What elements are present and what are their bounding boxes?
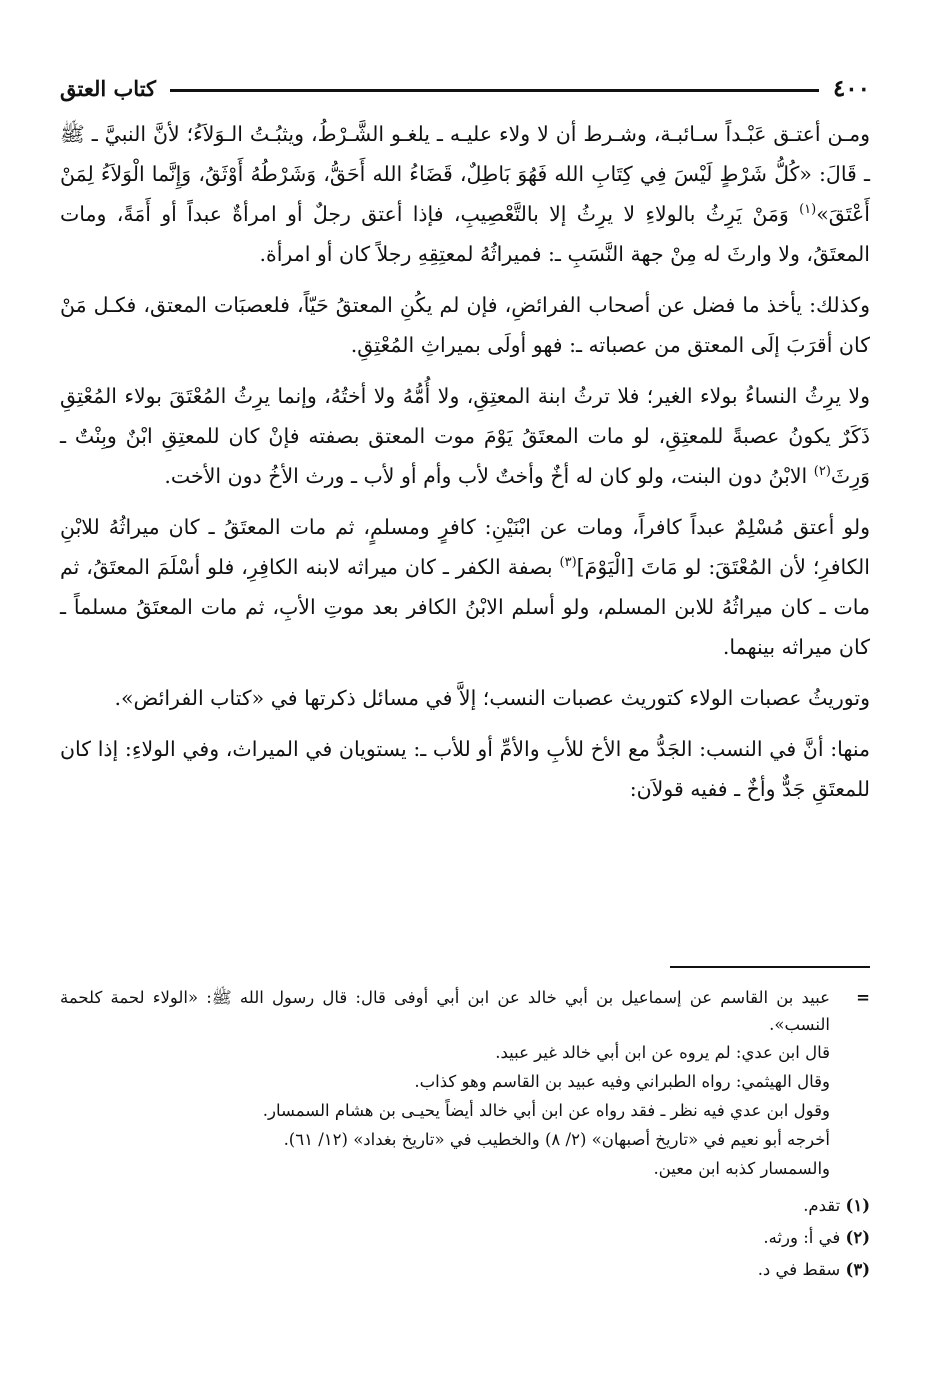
continuation-text: عبيد بن القاسم عن إسماعيل بن أبي خالد عن ابن أبي أوفى قال: قال رسول الله ﷺ: «الولاء لحمة كلحمة النسب». — [60, 988, 830, 1034]
footnote-number: (٣) — [845, 1260, 870, 1279]
text-run: بصفة الكفر ـ كان ميراثه لابنه الكافِرِ، فلو أسْلَمَ المعتَقُ، ثم مات ـ كان ميراثُهُ للابن المسلم، ولو أسلم الابْنُ الكافر بعد موتِ الأبِ، ثم مات المعتَقُ مسلماً ـ كان ميراثه بينهما. — [60, 555, 870, 659]
footnote-ref: (٣) — [559, 555, 577, 571]
footnote-list — [60, 1191, 870, 1285]
text-run: ولو أعتق مُسْلِمٌ عبداً كافراً، ومات عن ابْنَيْنِ: كافرٍ ومسلمٍ، ثم مات المعتَقُ ـ كان ميراثُهُ للابْنِ الكافرِ؛ لأن المُعْتَقَ: لو مَاتَ [الْيَوْمَ] — [60, 515, 871, 579]
page-number: ٤٠٠ — [832, 74, 870, 102]
paragraph-5 — [60, 678, 870, 718]
paragraph-4 — [60, 507, 870, 667]
footnote-text: تقدم. — [803, 1196, 841, 1215]
commentary-line: وقول ابن عدي فيه نظر ـ فقد رواه عن ابن أبي خالد أيضاً يحيـى بن هشام السمسار. — [262, 1101, 830, 1120]
footnote-ref: (١) — [799, 202, 817, 218]
footnote-text: في أ: ورثه. — [763, 1228, 841, 1247]
footnote-number: (٢) — [845, 1228, 870, 1247]
header-rule — [170, 89, 819, 92]
book-page — [60, 0, 870, 1374]
footnote-ref: (٢) — [813, 464, 831, 480]
text-run: ولا يرِثُ النساءُ بولاء الغير؛ فلا ترثُ ابنة المعتِقِ، ولا أُمُّهُ ولا أختُهُ، وإنما يرِثُ المُعْتَقَ بولاء المُعْتِقِ ذَكَرٌ يكونُ عصبةً للمعتِقِ، لو مات المعتَقُ يَوْمَ موت المعتق بصفته فإنْ كان للمعتِقِ ابْنٌ وبِنْتٌ ـ وَرِثَ — [60, 384, 870, 488]
paragraph-2 — [60, 285, 870, 365]
commentary-line: أخرجه أبو نعيم في «تاريخ أصبهان» (٢/ ٨) والخطيب في «تاريخ بغداد» (١٢/ ٦١). — [283, 1130, 830, 1149]
footnotes — [60, 984, 870, 1285]
text-run: وَمَنْ يَرِثُ بالولاءِ لا يرِثُ إلا بالتَّعْصِيبِ، فإذا أعتق رجلٌ أو امرأةٌ عبداً أو أَمَةً، ومات المعتَقُ، ولا وارثَ له مِنْ جهة النَّسَبِ ـ: فميراثُهُ لمعتِقِهِ رجلاً كان أو امرأة. — [60, 202, 870, 266]
body-text — [60, 114, 870, 820]
footnote-number: (١) — [845, 1196, 870, 1215]
text-run: وتوريثُ عصبات الولاء كتوريث عصبات النسب؛ إلاَّ في مسائل ذكرتها في «كتاب الفرائض». — [114, 686, 870, 710]
commentary-line: وقال الهيثمي: رواه الطبراني وفيه عبيد بن القاسم وهو كذاب. — [414, 1072, 830, 1091]
text-run: ومـن أعتـق عَبْـداً سـائبـة، وشـرط أن لا ولاء عليـه ـ يلغـو الشَّـرْطُ، ويثبُـتُ الـوَلاَءُ؛ لأنَّ النبيَّ ـ ﷺ ـ قَالَ: «كُلُّ شَرْطٍ لَيْسَ فِي كِتَابِ الله فَهُوَ بَاطِلٌ، قَضَاءُ الله أَحَقُّ، وَشَرْطُهُ أَوْثَقُ، وَإِنَّما الْوَلاَءُ لِمَنْ أَعْتَقَ» — [60, 122, 870, 226]
footnote-item — [60, 1191, 870, 1221]
text-run: منها: أنَّ في النسب: الجَدُّ مع الأخ للأبِ والأمِّ أو للأب ـ: يستويان في الميراث، وفي الولاءِ: إذا كان للمعتَقِ جَدٌّ وأخٌ ـ ففيه قولاَن: — [60, 737, 870, 801]
commentary-line: قال ابن عدي: لم يروه عن ابن أبي خالد غير عبيد. — [495, 1043, 830, 1062]
commentary-line: والسمسار كذبه ابن معين. — [653, 1159, 830, 1178]
paragraph-1 — [60, 114, 870, 274]
running-header — [60, 68, 870, 108]
footnote-text: سقط في د. — [757, 1260, 841, 1279]
paragraph-6 — [60, 729, 870, 809]
paragraph-3 — [60, 376, 870, 496]
text-run: الابْنُ دون البنت، ولو كان له أخٌ وأختٌ لأب وأم أو لأب ـ ورث الأخُ دون الأخت. — [164, 464, 814, 488]
book-title: كتاب العتق — [60, 75, 157, 101]
continuation-mark: = — [856, 988, 870, 1007]
footnote-item — [60, 1223, 870, 1253]
footnote-continuation — [60, 984, 870, 1038]
footnote-separator — [670, 966, 870, 968]
footnote-item — [60, 1255, 870, 1285]
text-run: وكذلك: يأخذ ما فضل عن أصحاب الفرائضِ، فإن لم يكُنِ المعتقُ حَيّاً، فلعصبَات المعتق، فكـل مَنْ كان أقرَبَ إلَى المعتق من عصباته ـ: فهو أولَى بميراثِ المُعْتِقِ. — [60, 293, 870, 357]
